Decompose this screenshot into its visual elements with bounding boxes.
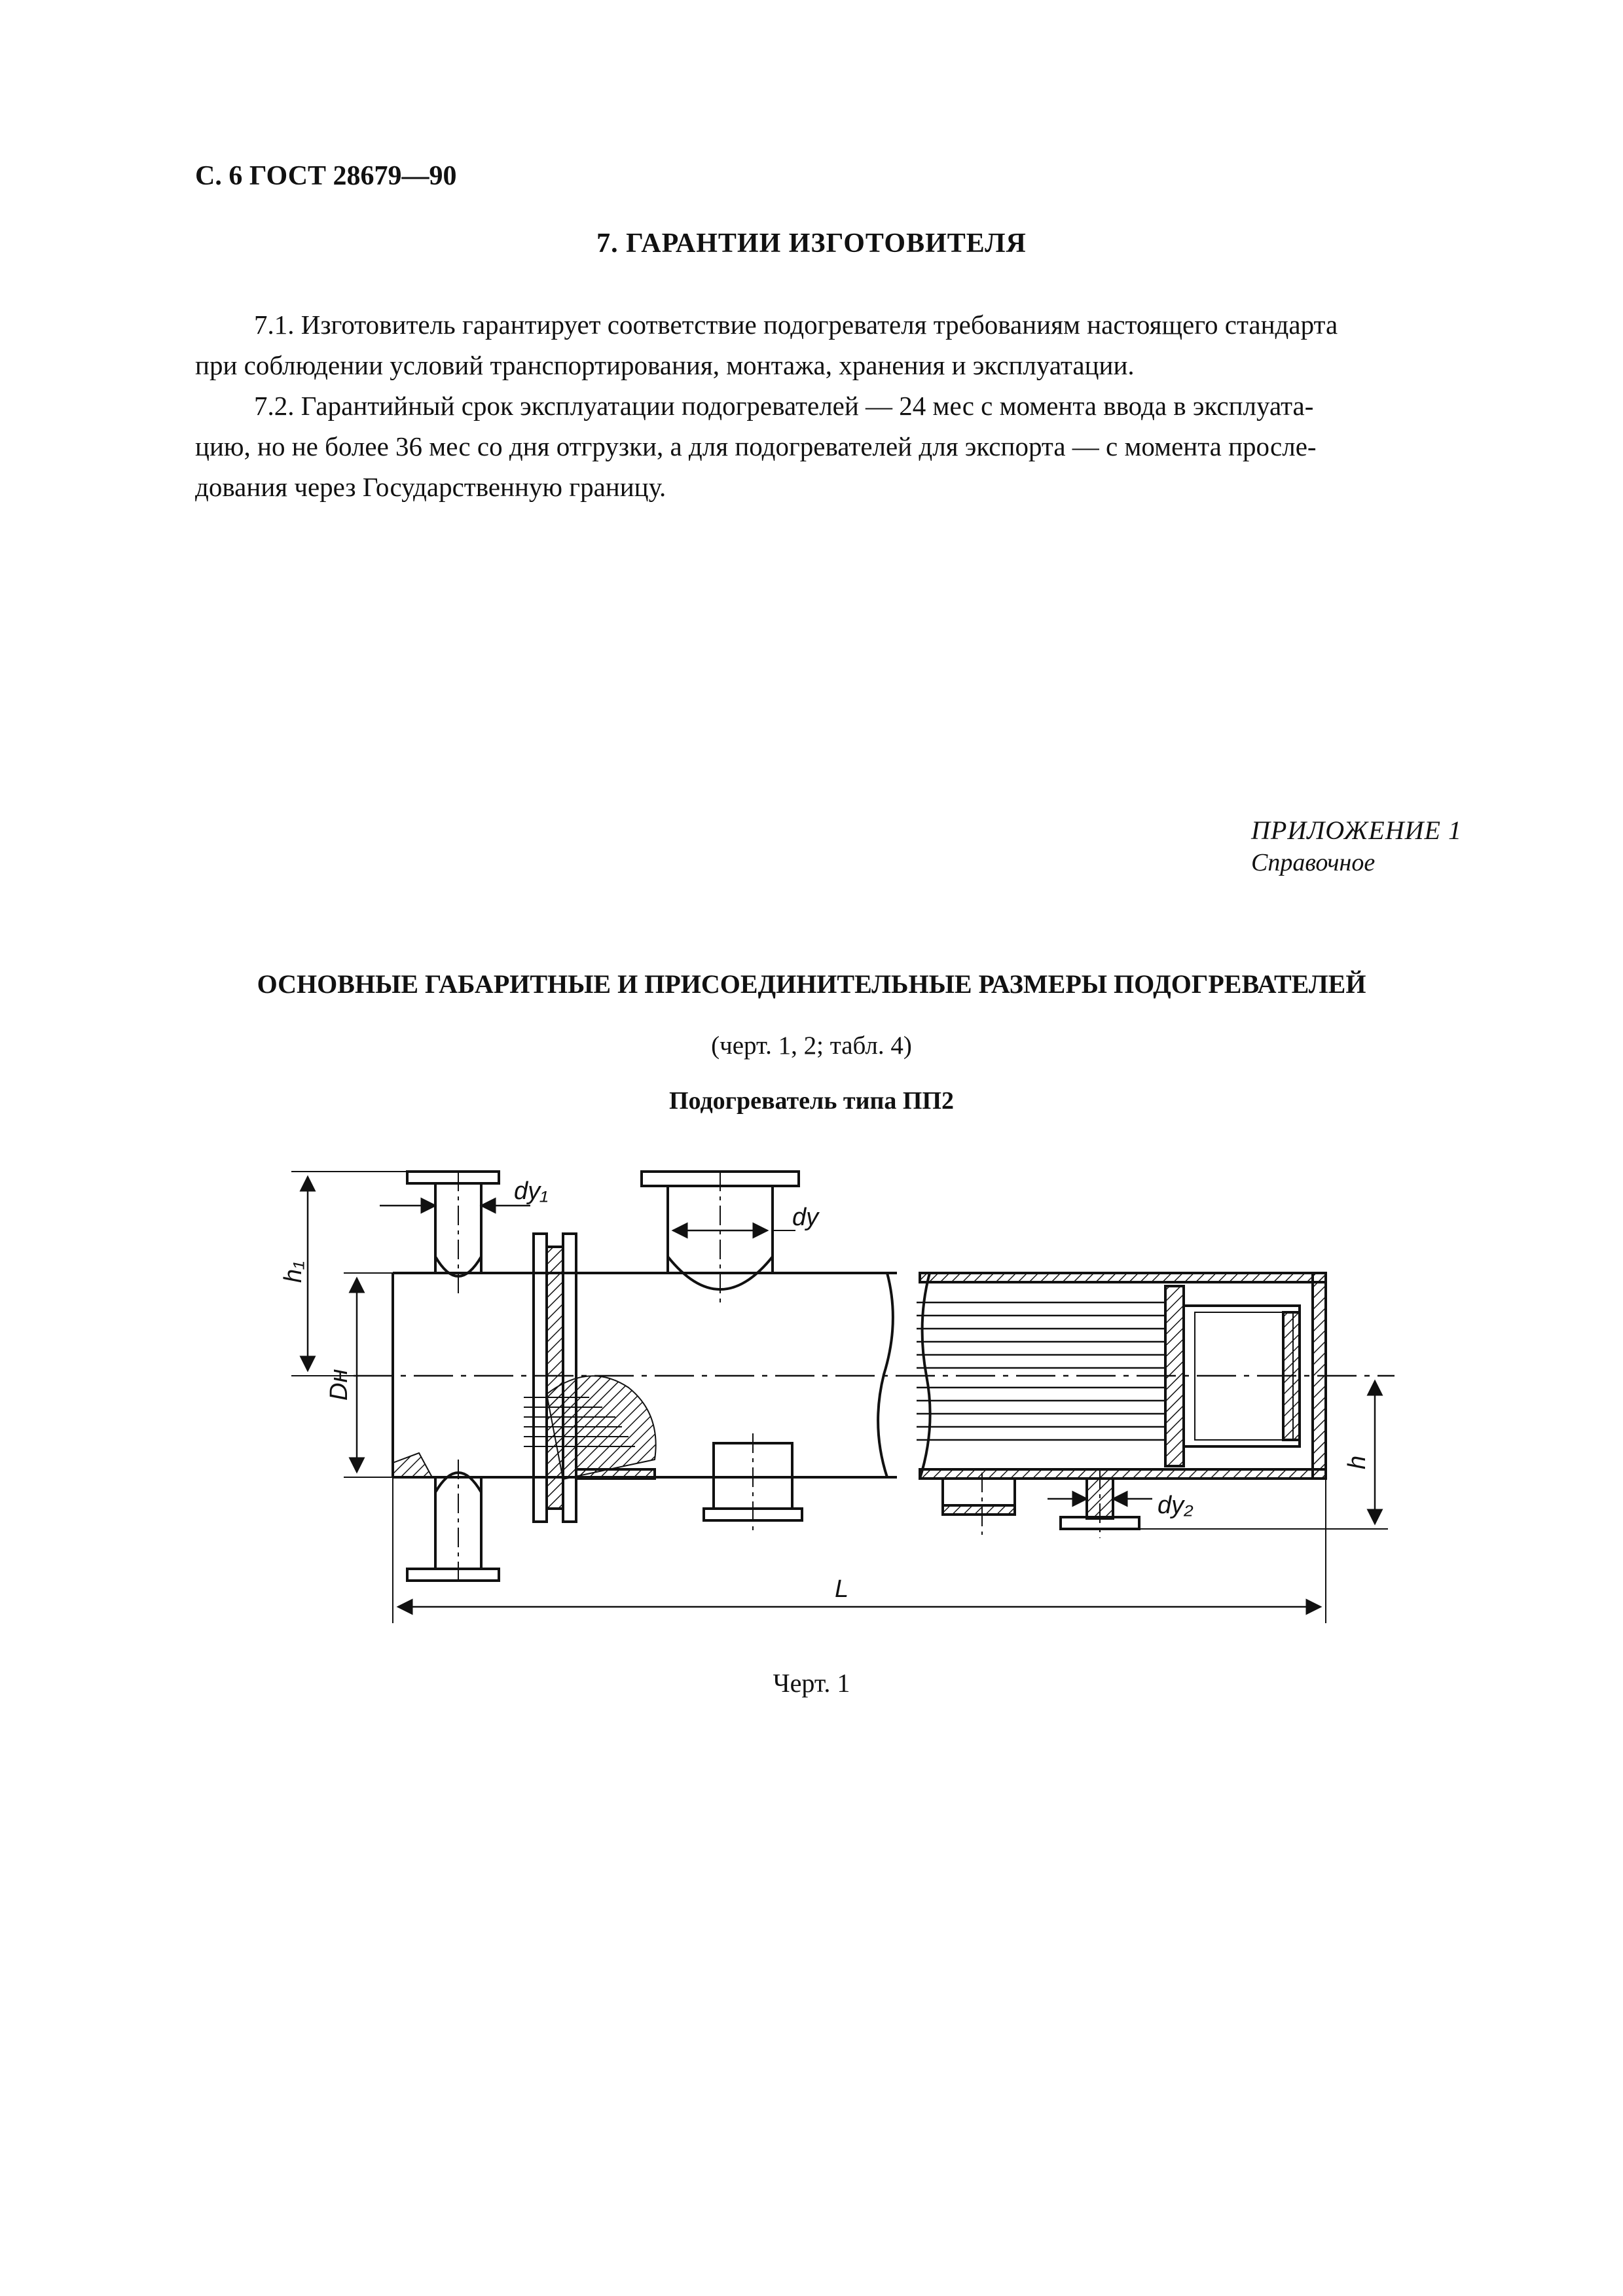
label-h: h — [1343, 1455, 1371, 1469]
right-shell-bottom-wall — [920, 1469, 1326, 1479]
page-header: С. 6 ГОСТ 28679—90 — [195, 161, 457, 191]
label-dy2: dy₂ — [1158, 1492, 1194, 1519]
appendix-title: ОСНОВНЫЕ ГАБАРИТНЫЕ И ПРИСОЕДИНИТЕЛЬНЫЕ РАЗМЕРЫ ПОДОГРЕВАТЕЛЕЙ — [257, 969, 1366, 999]
paragraph-line: при соблюдении условий транспортирования, монтажа, хранения и эксплуатации. — [195, 350, 1135, 380]
upper-left-flange — [407, 1172, 499, 1183]
lower-left-flange — [407, 1569, 499, 1581]
label-h1: h₁ — [280, 1261, 307, 1283]
label-dy: dy — [792, 1204, 819, 1231]
tube-bundle — [917, 1302, 1165, 1440]
paragraph-line: 7.1. Изготовитель гарантирует соответствие подогревателя требованиям настоящего стандарта — [254, 310, 1338, 340]
label-dy1: dy₁ — [514, 1177, 549, 1205]
paragraph-line: цию, но не более 36 мес со дня отгрузки, а для подогревателей для экспорта — с момента просле- — [195, 431, 1317, 461]
appendix-type: Справочное — [1251, 849, 1376, 876]
figure-caption: Черт. 1 — [773, 1668, 850, 1698]
figure-reference-note: (черт. 1, 2; табл. 4) — [711, 1031, 912, 1060]
label-dn: Dн — [325, 1369, 353, 1401]
figure-title: Подогреватель типа ПП2 — [669, 1087, 954, 1115]
paragraph-line: дования через Государственную границу. — [195, 472, 666, 502]
section-title: 7. ГАРАНТИИ ИЗГОТОВИТЕЛЯ — [596, 228, 1027, 259]
floating-tube-sheet — [1165, 1286, 1184, 1466]
cutaway-section — [547, 1376, 656, 1479]
paragraph-line: 7.2. Гарантийный срок эксплуатации подогревателей — 24 мес с момента ввода в эксплуата- — [254, 391, 1314, 421]
appendix-number: ПРИЛОЖЕНИЕ 1 — [1251, 816, 1462, 845]
label-l: L — [835, 1575, 849, 1603]
right-end-cap — [1313, 1273, 1326, 1479]
right-shell-top-wall — [920, 1273, 1326, 1282]
